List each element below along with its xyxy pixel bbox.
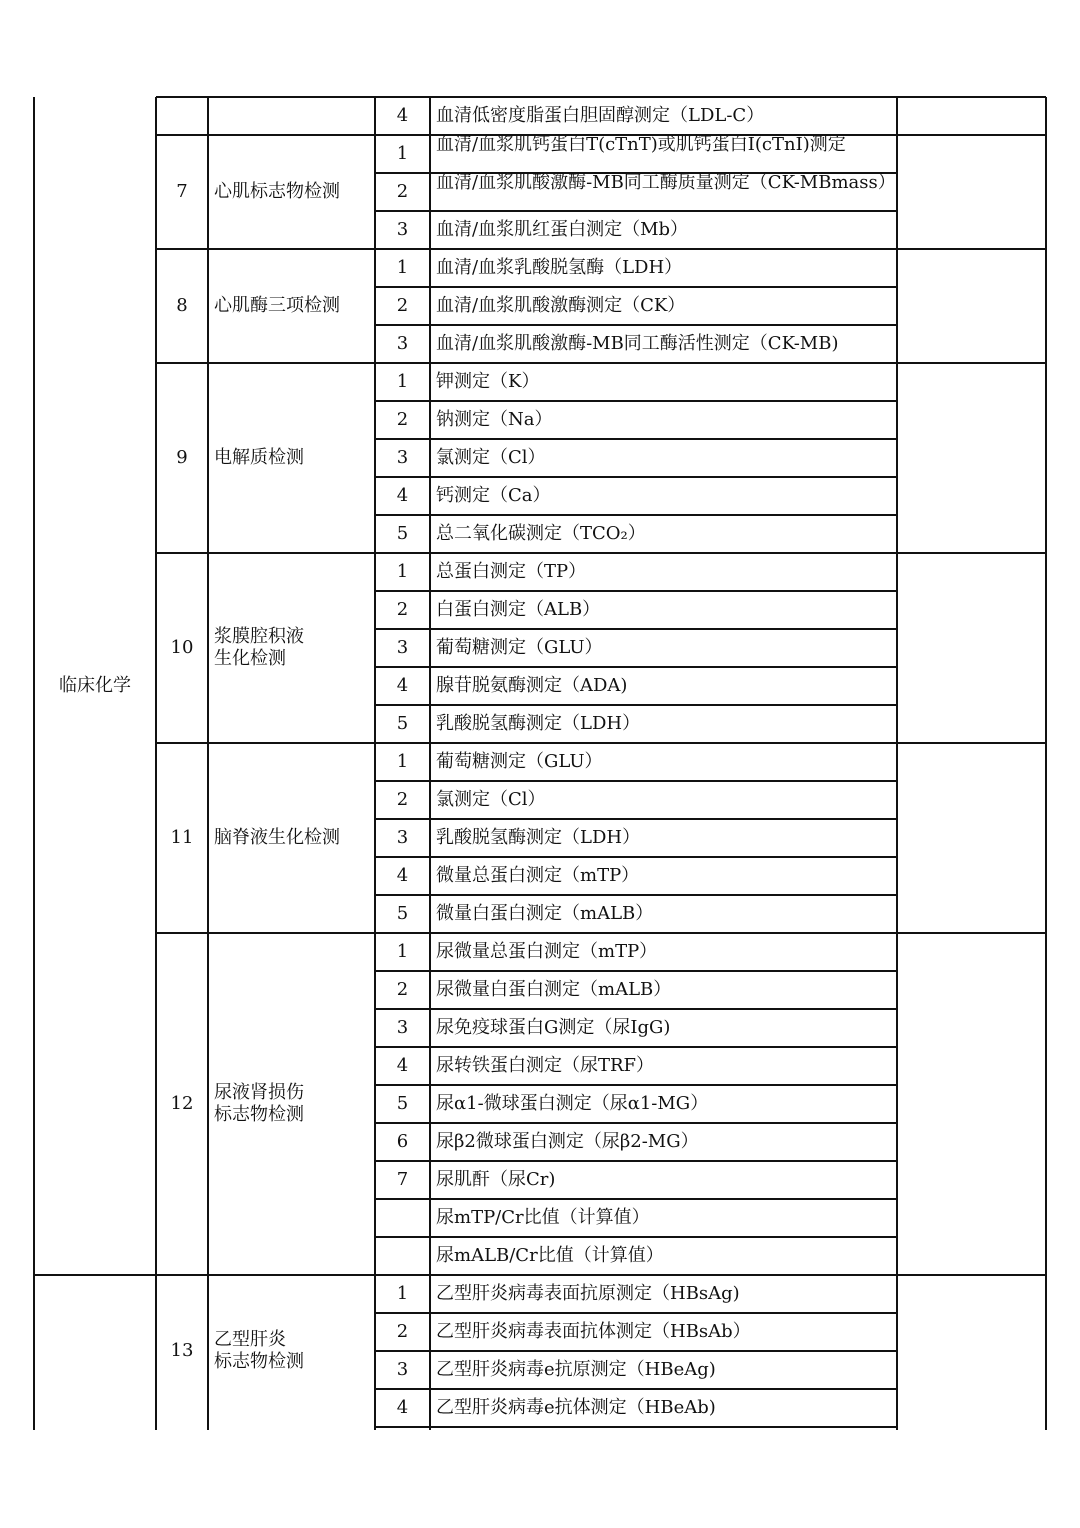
row-border	[897, 362, 1046, 364]
row-border	[156, 248, 375, 250]
row-border	[375, 96, 897, 98]
item-name: 尿mALB/Cr比值（计算值）	[436, 1245, 664, 1266]
row-border	[897, 96, 1046, 98]
item-name: 氯测定（Cl）	[436, 789, 546, 810]
group-name: 脑脊液生化检测	[214, 827, 340, 848]
item-name: 钾测定（K）	[436, 371, 540, 392]
item-number: 4	[396, 675, 409, 696]
item-number: 2	[396, 295, 409, 316]
row-border	[375, 1312, 897, 1314]
item-name: 尿α1-微球蛋白测定（尿α1-MG）	[436, 1093, 709, 1114]
group-name: 尿液肾损伤 标志物检测	[214, 1082, 304, 1125]
row-border	[375, 324, 897, 326]
item-number: 2	[396, 409, 409, 430]
row-border	[375, 666, 897, 668]
item-name: 血清/血浆肌酸激酶-MB同工酶质量测定（CK-MBmass）	[436, 173, 896, 193]
item-name: 血清/血浆肌红蛋白测定（Mb）	[436, 219, 689, 240]
item-number: 7	[396, 1169, 409, 1190]
item-number: 3	[396, 637, 409, 658]
row-border	[375, 1160, 897, 1162]
item-name: 微量总蛋白测定（mTP）	[436, 865, 640, 886]
row-border	[375, 1084, 897, 1086]
group-number: 7	[176, 181, 188, 202]
item-name: 白蛋白测定（ALB）	[436, 599, 601, 620]
row-border	[375, 210, 897, 212]
item-name: 乳酸脱氢酶测定（LDH）	[436, 827, 641, 848]
item-name: 总二氧化碳测定（TCO₂）	[436, 523, 646, 544]
item-number: 1	[396, 1283, 409, 1304]
item-number: 3	[396, 1359, 409, 1380]
item-name: 血清低密度脂蛋白胆固醇测定（LDL-C）	[436, 105, 765, 126]
row-border	[375, 514, 897, 516]
item-name: 尿免疫球蛋白G测定（尿IgG)	[436, 1017, 671, 1038]
item-number	[375, 1237, 430, 1275]
group-name: 心肌标志物检测	[214, 181, 340, 202]
row-border	[375, 362, 897, 364]
row-border	[375, 172, 897, 174]
item-name: 血清/血浆肌酸激酶-MB同工酶活性测定（CK-MB)	[436, 333, 839, 354]
row-border	[375, 932, 897, 934]
row-border	[375, 1046, 897, 1048]
item-number: 1	[396, 143, 409, 164]
group-number: 8	[176, 295, 188, 316]
row-border	[897, 932, 1046, 934]
row-border	[375, 818, 897, 820]
item-number: 1	[396, 371, 409, 392]
item-number: 2	[396, 789, 409, 810]
item-number: 1	[396, 561, 409, 582]
item-name: 血清/血浆肌钙蛋白T(cTnT)或肌钙蛋白I(cTnI)测定	[436, 135, 846, 155]
row-border	[156, 134, 375, 136]
row-border	[897, 134, 1046, 136]
item-number: 2	[396, 599, 409, 620]
group-name: 乙型肝炎 标志物检测	[214, 1329, 304, 1372]
row-border	[375, 894, 897, 896]
row-border	[375, 1122, 897, 1124]
item-name: 尿转铁蛋白测定（尿TRF）	[436, 1055, 655, 1076]
row-border	[156, 362, 375, 364]
column-border	[33, 97, 35, 1430]
item-name: 乙型肝炎病毒表面抗原测定（HBsAg)	[436, 1283, 740, 1304]
column-border	[896, 97, 898, 1430]
row-border	[375, 1426, 897, 1428]
item-name: 尿mTP/Cr比值（计算值）	[436, 1207, 650, 1228]
row-border	[897, 742, 1046, 744]
item-number: 1	[396, 257, 409, 278]
row-border	[375, 856, 897, 858]
item-name: 尿微量白蛋白测定（mALB）	[436, 979, 672, 1000]
item-name: 氯测定（Cl）	[436, 447, 546, 468]
group-number: 12	[170, 1093, 194, 1114]
item-number: 3	[396, 1017, 409, 1038]
row-border	[375, 476, 897, 478]
row-border	[156, 742, 375, 744]
group-number	[156, 97, 208, 135]
row-border	[375, 1388, 897, 1390]
row-border	[375, 704, 897, 706]
item-name: 尿β2微球蛋白测定（尿β2-MG）	[436, 1131, 699, 1152]
item-number: 3	[396, 219, 409, 240]
column-border	[1045, 97, 1047, 1430]
item-number: 5	[396, 1093, 409, 1114]
row-border	[375, 134, 897, 136]
row-border	[375, 1274, 897, 1276]
item-number: 4	[396, 865, 409, 886]
group-number: 13	[170, 1340, 194, 1361]
row-border	[897, 1274, 1046, 1276]
item-name: 血清/血浆肌酸激酶测定（CK）	[436, 295, 686, 316]
group-name: 电解质检测	[214, 447, 304, 468]
item-number: 5	[396, 523, 409, 544]
item-number: 3	[396, 827, 409, 848]
item-number: 1	[396, 751, 409, 772]
group-number: 10	[170, 637, 194, 658]
group-number: 9	[176, 447, 188, 468]
column-border	[207, 97, 209, 1430]
item-number: 2	[396, 1321, 409, 1342]
item-name: 乙型肝炎病毒表面抗体测定（HBsAb）	[436, 1321, 751, 1342]
item-name: 乳酸脱氢酶测定（LDH）	[436, 713, 641, 734]
item-number: 5	[396, 713, 409, 734]
column-border	[374, 97, 376, 1430]
group-name	[208, 97, 375, 135]
row-border	[156, 932, 375, 934]
row-border	[897, 552, 1046, 554]
group-number: 11	[170, 827, 194, 848]
row-border	[375, 248, 897, 250]
item-name: 尿肌酐（尿Cr)	[436, 1169, 556, 1190]
item-number: 4	[396, 485, 409, 506]
item-name: 微量白蛋白测定（mALB）	[436, 903, 654, 924]
row-border	[375, 1198, 897, 1200]
item-name: 钙测定（Ca）	[436, 485, 551, 506]
row-border	[375, 400, 897, 402]
row-border	[375, 286, 897, 288]
row-border	[375, 742, 897, 744]
group-name: 浆膜腔积液 生化检测	[214, 626, 304, 669]
row-border	[897, 248, 1046, 250]
item-number: 3	[396, 333, 409, 354]
row-border	[34, 1274, 156, 1276]
item-name: 葡萄糖测定（GLU）	[436, 637, 603, 658]
item-number: 5	[396, 903, 409, 924]
row-border	[375, 552, 897, 554]
item-name: 尿微量总蛋白测定（mTP）	[436, 941, 658, 962]
row-border	[375, 628, 897, 630]
item-name: 葡萄糖测定（GLU）	[436, 751, 603, 772]
item-name: 乙型肝炎病毒e抗体测定（HBeAb)	[436, 1397, 716, 1418]
row-border	[375, 1236, 897, 1238]
item-number: 4	[396, 1055, 409, 1076]
group-name: 心肌酶三项检测	[214, 295, 340, 316]
row-border	[375, 970, 897, 972]
row-border	[375, 438, 897, 440]
item-number: 6	[396, 1131, 409, 1152]
row-border	[156, 1274, 375, 1276]
row-border	[156, 552, 375, 554]
item-number: 4	[396, 105, 409, 126]
row-border	[375, 590, 897, 592]
column-border	[155, 97, 157, 1430]
item-name: 总蛋白测定（TP）	[436, 561, 587, 582]
row-border	[375, 780, 897, 782]
row-border	[375, 1008, 897, 1010]
item-number	[375, 1199, 430, 1237]
column-border	[429, 97, 431, 1430]
item-name: 钠测定（Na）	[436, 409, 553, 430]
item-name: 血清/血浆乳酸脱氢酶（LDH）	[436, 257, 683, 278]
row-border	[156, 96, 375, 98]
item-number: 3	[396, 447, 409, 468]
category-label: 临床化学	[59, 675, 131, 696]
item-number: 2	[396, 181, 409, 202]
item-name: 腺苷脱氨酶测定（ADA)	[436, 675, 628, 696]
item-number: 4	[396, 1397, 409, 1418]
row-border	[375, 1350, 897, 1352]
item-name: 乙型肝炎病毒e抗原测定（HBeAg)	[436, 1359, 716, 1380]
test-items-table	[34, 97, 1046, 1430]
item-number: 2	[396, 979, 409, 1000]
item-number: 1	[396, 941, 409, 962]
